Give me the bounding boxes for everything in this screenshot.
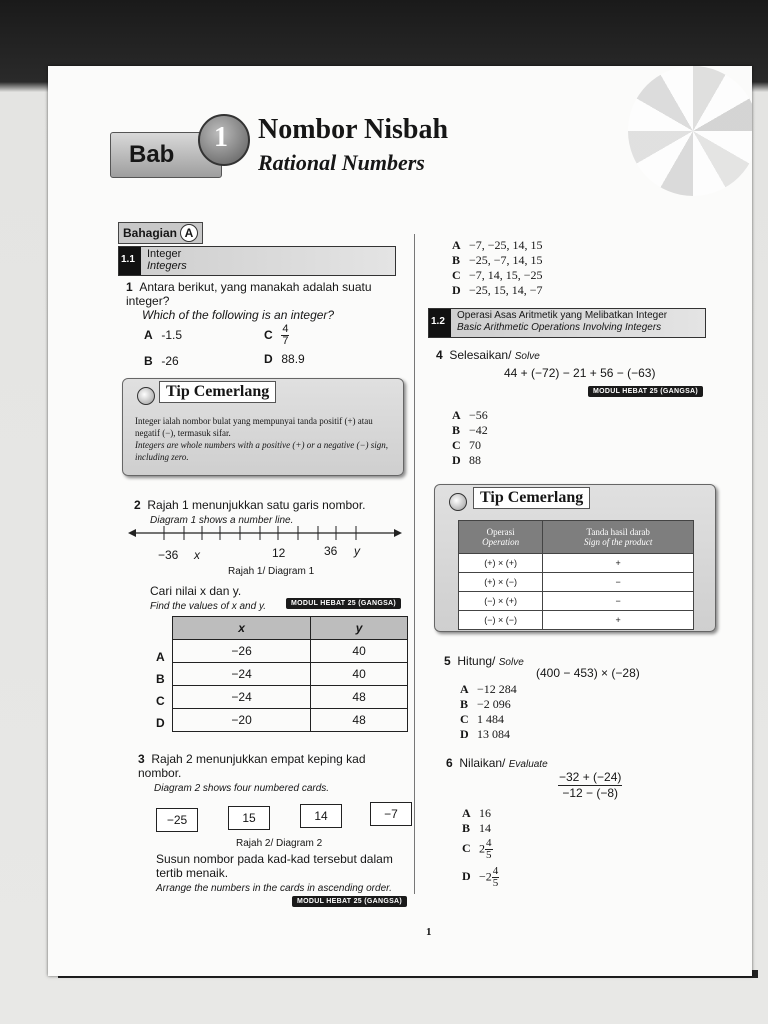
question-number: 2 — [134, 498, 141, 512]
part-label-text: Bahagian — [123, 226, 178, 240]
cell-x: −24 — [173, 663, 311, 686]
number-line — [128, 524, 404, 546]
cell-x: −20 — [173, 709, 311, 732]
section-number: 1.1 — [121, 254, 135, 265]
q3-option-b — [452, 253, 543, 268]
cell-y: 48 — [311, 686, 408, 709]
question-text: Selesaikan/ — [449, 348, 512, 362]
mixed-whole: −2 — [479, 869, 492, 884]
section-part-label — [118, 222, 203, 244]
fraction — [485, 838, 493, 861]
cell-y: 40 — [311, 640, 408, 663]
fraction-denominator: 7 — [282, 335, 289, 347]
worksheet-page — [48, 66, 752, 976]
q5-expression: (400 − 453) × (−28) — [536, 666, 640, 680]
q6-expression — [558, 770, 622, 801]
product-sign-table — [458, 520, 694, 630]
question-text-en: Solve — [498, 657, 524, 668]
q5-option-b — [460, 697, 511, 712]
modul-badge: MODUL HEBAT 25 (GANGSA) — [292, 896, 407, 907]
option-value: −12 284 — [477, 682, 517, 696]
cell-sign: + — [543, 611, 694, 630]
question-text-ms: Rajah 1 menunjukkan satu garis nombor. — [147, 498, 366, 512]
option-value: 70 — [469, 438, 481, 452]
section-header-1-1 — [118, 246, 396, 276]
question-3 — [138, 752, 410, 796]
option-label: A — [460, 682, 469, 696]
q1-option-b — [144, 354, 179, 369]
question-number: 5 — [444, 654, 451, 668]
fraction-numerator: 4 — [486, 837, 492, 849]
table-header-row — [173, 617, 408, 640]
instruction-ms: Susun nombor pada kad-kad tersebut dalam tertib menaik. — [156, 852, 393, 880]
part-letter: A — [180, 224, 198, 242]
question-text: Hitung/ — [457, 654, 496, 668]
q4-option-b — [452, 423, 488, 438]
number-line-label-12: 12 — [272, 546, 286, 560]
chapter-number-badge — [198, 114, 250, 166]
option-label: A — [462, 806, 471, 820]
question-number: 6 — [446, 756, 453, 770]
option-label: B — [462, 821, 471, 835]
option-label: C — [264, 327, 273, 342]
number-card: −7 — [370, 802, 412, 826]
section-title — [457, 310, 667, 334]
chapter-label: Bab — [129, 141, 175, 168]
q1-option-c — [264, 324, 289, 347]
option-value: −2 096 — [477, 697, 511, 711]
section-header-1-2 — [428, 308, 706, 338]
tip-box-integer — [122, 378, 404, 476]
tip-text-en: Integers are whole numbers with a positive (+) or a negative (−) sign, including zero. — [135, 440, 389, 462]
page-number: 1 — [426, 926, 432, 938]
tip-title: Tip Cemerlang — [159, 381, 276, 403]
option-label: B — [460, 697, 469, 711]
chapter-number: 1 — [214, 122, 228, 153]
question-4 — [436, 348, 540, 364]
cell-sign: + — [543, 554, 694, 573]
option-label: C — [452, 438, 461, 452]
option-value: −56 — [469, 408, 488, 422]
section-title-ms: Operasi Asas Aritmetik yang Melibatkan Integer — [457, 310, 668, 321]
option-value: −7, −25, 14, 15 — [469, 238, 543, 252]
question-1 — [126, 280, 396, 322]
option-label: C — [462, 841, 471, 856]
fraction-numerator: −32 + (−24) — [559, 770, 622, 784]
section-title-en: Integers — [147, 260, 187, 272]
modul-badge: MODUL HEBAT 25 (GANGSA) — [286, 598, 401, 609]
q1-option-a — [144, 328, 182, 343]
row-label-a: A — [156, 650, 165, 664]
cell-y: 40 — [311, 663, 408, 686]
table-row — [173, 709, 408, 732]
cell-operation: (+) × (+) — [459, 554, 543, 573]
question-number: 3 — [138, 752, 145, 766]
section-title-en: Basic Arithmetic Operations Involving Integers — [457, 322, 662, 333]
q3-option-a — [452, 238, 543, 253]
q6-option-c — [462, 838, 493, 861]
option-label: C — [460, 712, 469, 726]
option-label: D — [452, 453, 461, 467]
question-text: Nilaikan/ — [459, 756, 506, 770]
section-title-ms: Integer — [147, 248, 182, 260]
lightbulb-icon — [137, 387, 155, 405]
cell-operation: (+) × (−) — [459, 573, 543, 592]
option-label: D — [452, 283, 461, 297]
q3-option-d — [452, 283, 543, 298]
column-header-y: y — [311, 617, 408, 640]
question-text-en: Solve — [514, 351, 540, 362]
fraction-denominator: 5 — [492, 877, 499, 889]
question-text-en: Diagram 2 shows four numbered cards. — [154, 783, 330, 794]
option-label: A — [452, 408, 461, 422]
fraction-denominator: −12 − (−8) — [562, 786, 619, 800]
q6-option-b — [462, 821, 491, 836]
instruction-en: Arrange the numbers in the cards in ascending order. — [156, 883, 392, 894]
option-label: A — [452, 238, 461, 252]
section-number: 1.2 — [431, 316, 445, 327]
diagram-1-caption: Rajah 1/ Diagram 1 — [228, 566, 315, 577]
lightbulb-icon — [449, 493, 467, 511]
header-ms: Tanda hasil darab — [586, 527, 650, 537]
question-number: 1 — [126, 280, 133, 294]
cell-x: −24 — [173, 686, 311, 709]
q2-options-table — [172, 616, 408, 732]
q4-option-d — [452, 453, 481, 468]
cell-sign: − — [543, 592, 694, 611]
option-label: D — [264, 352, 273, 366]
option-value: −7, 14, 15, −25 — [469, 268, 543, 282]
tip-text — [135, 415, 393, 463]
cell-sign: − — [543, 573, 694, 592]
header-ms: Operasi — [486, 527, 515, 537]
instruction-ms: Cari nilai x dan y. — [150, 584, 242, 598]
option-label: A — [144, 328, 153, 342]
tip-title: Tip Cemerlang — [473, 487, 590, 509]
option-label: B — [452, 253, 461, 267]
option-value: 13 084 — [477, 727, 510, 741]
chapter-subtitle: Rational Numbers — [258, 150, 425, 175]
fraction-numerator: 4 — [492, 865, 499, 877]
option-label: B — [144, 354, 153, 368]
option-value: 88.9 — [281, 352, 305, 366]
number-line-label-36: 36 — [324, 544, 338, 558]
cell-x: −26 — [173, 640, 311, 663]
diagram-2-caption: Rajah 2/ Diagram 2 — [236, 838, 323, 849]
number-line-label-neg36: −36 — [158, 548, 179, 562]
fraction — [492, 866, 500, 889]
cell-operation: (−) × (−) — [459, 611, 543, 630]
option-value: −25, −7, 14, 15 — [469, 253, 543, 267]
cell-y: 48 — [311, 709, 408, 732]
option-label: D — [462, 869, 471, 884]
question-text-en: Diagram 1 shows a number line. — [150, 515, 294, 526]
column-header-sign — [543, 521, 694, 554]
row-label-c: C — [156, 694, 165, 708]
q3-option-c — [452, 268, 543, 283]
tip-text-ms: Integer ialah nombor bulat yang mempunyai tanda positif (+) atau negatif (−), termasuk sifar. — [135, 416, 373, 438]
option-label: D — [460, 727, 469, 741]
question-5 — [444, 654, 524, 670]
q4-option-c — [452, 438, 481, 453]
cell-operation: (−) × (+) — [459, 592, 543, 611]
instruction-en: Find the values of x and y. — [150, 601, 266, 612]
header-en: Operation — [482, 537, 520, 547]
q6-option-a — [462, 806, 491, 821]
table-row — [459, 554, 694, 573]
number-line-label-x: x — [194, 548, 200, 562]
table-header-row — [459, 521, 694, 554]
option-label: B — [452, 423, 461, 437]
fraction — [281, 324, 289, 347]
table-row — [173, 663, 408, 686]
fraction — [558, 770, 622, 801]
modul-badge: MODUL HEBAT 25 (GANGSA) — [588, 386, 703, 397]
table-row — [173, 686, 408, 709]
column-divider — [414, 234, 415, 894]
fraction-numerator: 4 — [282, 323, 289, 335]
option-value: −25, 15, 14, −7 — [469, 283, 543, 297]
q5-option-d — [460, 727, 510, 742]
question-text-en: Evaluate — [508, 759, 548, 770]
option-value: -26 — [161, 354, 179, 368]
q5-option-a — [460, 682, 517, 697]
chapter-title: Nombor Nisbah — [258, 114, 449, 145]
column-header-operation — [459, 521, 543, 554]
number-card: −25 — [156, 808, 198, 832]
option-value: −42 — [469, 423, 488, 437]
q1-option-d — [264, 352, 305, 367]
question-text-ms: Rajah 2 menunjukkan empat keping kad nombor. — [138, 752, 366, 780]
decorative-wheel-graphic — [628, 66, 752, 196]
question-6 — [446, 756, 548, 772]
fraction-denominator: 5 — [486, 849, 492, 861]
option-value: 14 — [479, 821, 491, 835]
table-row — [459, 573, 694, 592]
header-en: Sign of the product — [583, 537, 653, 547]
number-card: 14 — [300, 804, 342, 828]
table-row — [459, 592, 694, 611]
column-header-x: x — [173, 617, 311, 640]
option-value: 1 484 — [477, 712, 504, 726]
section-title — [147, 248, 187, 272]
q3-instruction — [156, 852, 408, 896]
mixed-whole: 2 — [479, 841, 485, 856]
number-card: 15 — [228, 806, 270, 830]
option-value: 16 — [479, 806, 491, 820]
q4-option-a — [452, 408, 488, 423]
option-value: 88 — [469, 453, 481, 467]
q5-option-c — [460, 712, 504, 727]
q4-expression: 44 + (−72) − 21 + 56 − (−63) — [504, 366, 656, 380]
number-line-label-y: y — [354, 544, 360, 558]
row-label-d: D — [156, 716, 165, 730]
question-text-en: Which of the following is an integer? — [142, 308, 335, 322]
option-label: C — [452, 268, 461, 282]
table-row — [173, 640, 408, 663]
question-number: 4 — [436, 348, 443, 362]
table-row — [459, 611, 694, 630]
option-value: -1.5 — [161, 328, 183, 342]
row-label-b: B — [156, 672, 165, 686]
question-text-ms: Antara berikut, yang manakah adalah suatu integer? — [126, 280, 372, 308]
q6-option-d — [462, 866, 499, 889]
